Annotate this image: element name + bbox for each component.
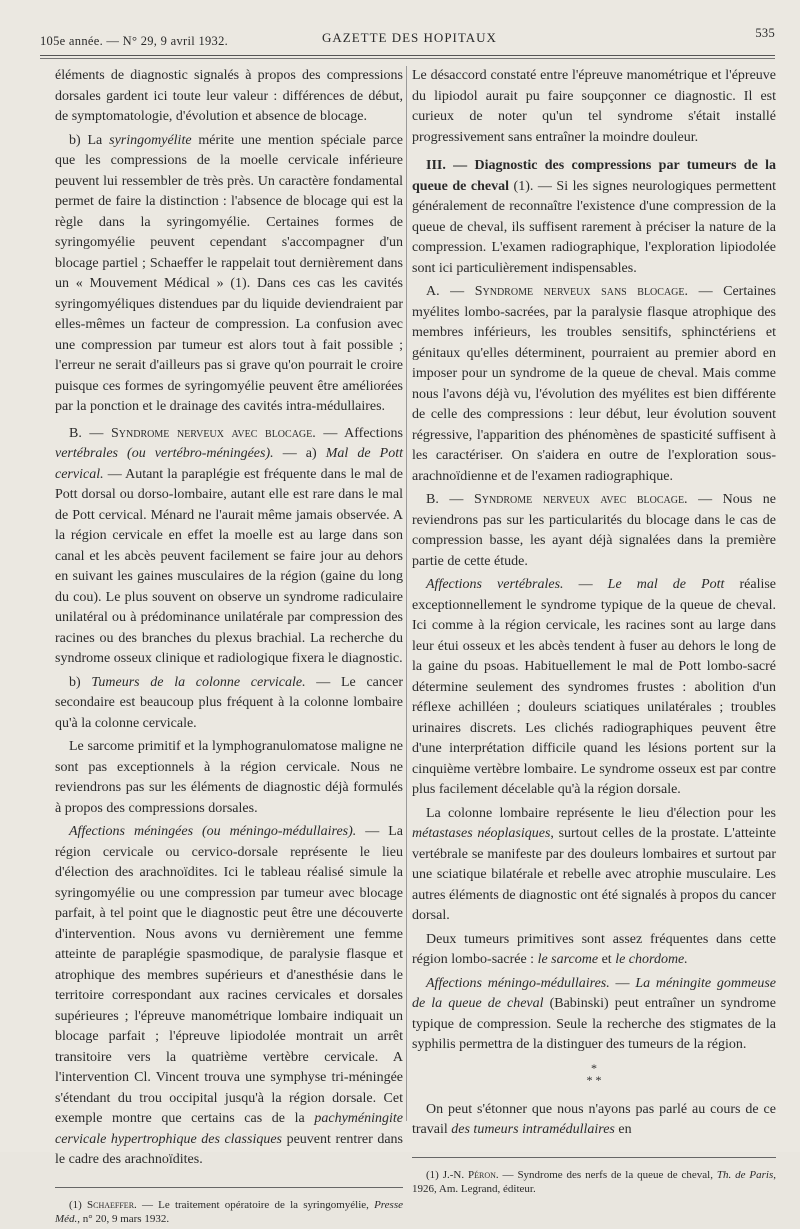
paragraph-section-b: B. — Syndrome nerveux avec blocage. — Affections vertébrales (ou vertébro-méningées). — a) Mal de Pott cervical. — Autant la paraplégie est fréquente dans le mal de Pott dorsal ou dorso-lombaire, autant elle est rare dans le mal de Pott cervical. Ménard ne l'aurait même jamais observée. A la région cervicale en effet la moelle est au large dans son canal et les abcès peuvent facilement se faire jour au dehors en suivant les gaines musculaires de la région (gaine du long du cou). Le plus souvent on observe un syndrome radiculaire unilatéral ou à prédominance unilatérale par compression des racines ou des branches du plexus brachial. La recherche du syndrome osseux clinique et radiologique fixera le diagnostic. (55, 425, 403, 666)
paragraph-colonne-lombaire: La colonne lombaire représente le lieu d'élection pour les métastases néoplasiques, surtout celles de la prostate. L'atteinte vertébrale se manifeste par des douleurs lombaires et surtout par une sciatique bilatérale et rebelle avec atrophie musculaire. Les autres éléments de diagnostic ont été signalés à propos du cancer dorsal. (412, 805, 777, 923)
journal-title: GAZETTE DES HOPITAUX (322, 30, 497, 45)
paragraph: On peut s'étonner que nous n'ayons pas parlé au cours de ce travail des tumeurs intramédullaires en (412, 1101, 776, 1137)
paragraph: Le sarcome primitif et la lymphogranulomatose maligne ne sont pas exceptionnels à la région cervicale. Nous ne reviendrons pas sur les éléments de diagnostic déjà formulés à propos des compressions dorsales. (55, 739, 403, 816)
page-number: 535 (755, 26, 775, 40)
paragraph-syringomyelie: b) La syringomyélite mérite une mention spéciale parce que les compressions de la moelle cervicale inférieure peuvent lui ressembler de très près. Un caractère fondamental permet de faire la distinction : l'absence de blocage qui est la règle dans la syringomyélie. Certaines formes de syringomyélie peuvent cependant s'accompagner d'un blocage partiel ; Schaeffer le rappelait tout dernièrement dans un « Mouvement Médical » (1). Dans ces cas les cavités syringomyéliques distendues par du liquide deviendraient par elles-mêmes un facteur de compression. La confusion avec une compression par tumeur est alors tout à fait possible ; l'erreur ne serait d'ailleurs pas si grave qu'on pourrait le croire puisque ces formes de syringomyélie peuvent être améliorées par la ponction et le drainage des cavités intra-médullaires. (55, 132, 403, 414)
footnote: (1) J.-N. Péron. — Syndrome des nerfs de la queue de cheval, Th. de Paris, 1926, Am. Legrand, éditeur. (412, 1168, 776, 1195)
footnote: (1) Schaeffer. — Le traitement opératoire de la syringomyélie, Presse Méd., n° 20, 9 mars 1932. (55, 1198, 403, 1225)
footnote-rule (412, 1157, 776, 1158)
column-divider (406, 66, 407, 1121)
right-column (412, 66, 776, 1199)
section-heading-III: III. — Diagnostic des compressions par tumeurs de la queue de cheval (1). — Si les signes neurologiques permettent généralement de reconnaître l'existence d'une compression de la queue de cheval, ils suffisent rarement à préciser la nature de la compression. L'examen radiographique, l'exploration lipiodolée sont ici particulièrement indispensables. (412, 158, 777, 276)
paragraph-affections-vertebrales: Affections vertébrales. — Le mal de Pott réalise exceptionnellement le syndrome typique de la queue de cheval. Ici comme à la région cervicale, les racines sont au large dans leur étui osseux et les abcès tendent à fuser au dehors le long de la gaine du psoas. Habituellement le mal de Pott lombo-sacré détermine seulement des syndromes frustes : abolition d'un réflexe achilléen ; douleurs sciatiques unilatérales ; troubles urinaires discrets. Les clichés radiographiques peuvent être d'une interprétation difficile quand les lésions portent sur la cinquième vertèbre lombaire. Le syndrome osseux est par contre plus facilement décelable qu'à la région dorsale. (412, 577, 777, 797)
page-header (40, 26, 775, 56)
paragraph-meningo-medullaires: Affections méningo-médullaires. — La méningite gommeuse de la queue de cheval (Babinski) peut entraîner un syndrome typique de compression. Seule la recherche des stigmates de la syphilis permettra de la distinguer des tumeurs de la région. (412, 975, 777, 1052)
footnote-rule (55, 1187, 403, 1188)
paragraph-avec-blocage: B. — Syndrome nerveux avec blocage. — Nous ne reviendrons pas sur les particularités du blocage dans le cas de compression basse, les ayant déjà signalées dans la première partie de cette étude. (412, 492, 776, 569)
paragraph-tumeurs-primitives: Deux tumeurs primitives sont assez fréquentes dans cette région lombo-sacrée : le sarcome et le chordome. (412, 931, 776, 967)
header-rule-thin (40, 58, 775, 59)
left-column (55, 66, 403, 1229)
section-separator: * * * (586, 1060, 602, 1087)
paragraph-sans-blocage: A. — Syndrome nerveux sans blocage. — Certaines myélites lombo-sacrées, par la paralysie flasque atrophique des membres inférieurs, les troubles sensitifs, sphinctériens et génitaux qu'elles déterminent, pourraient au premier abord en imposer pour un syndrome de la queue de cheval. Mais comme nous l'avons déjà vu, l'évolution des myélites est bien différente de celle des compressions : leur début, leur évolution souvent régressive, l'apparition des phénomènes de spasticité suffisent à les caractériser. On s'aidera en outre de l'exploration sous-arachnoïdienne et de l'examen radiographique. (412, 284, 776, 484)
header-rule (40, 55, 775, 56)
issue-info: 105e année. — N° 29, 9 avril 1932. (40, 34, 229, 48)
paragraph: éléments de diagnostic signalés à propos des compressions dorsales gardent ici toute leur valeur : différences de début, de symptomatologie, d'évolution et absence de blocage. (55, 68, 403, 124)
paragraph: Le désaccord constaté entre l'épreuve manométrique et l'épreuve du lipiodol aurait pu faire soupçonner ce diagnostic. Il est curieux de noter qu'un tel syndrome s'était installé progressivement sans entraîner la moindre douleur. (412, 68, 776, 145)
paragraph-tumeurs-cervicales: b) Tumeurs de la colonne cervicale. — Le cancer secondaire est beaucoup plus fréquent à la colonne lombaire qu'à la colonne cervicale. (55, 674, 403, 731)
paragraph-affections-meningees: Affections méningées (ou méningo-médullaires). — La région cervicale ou cervico-dorsale représente le lieu d'élection des arachnoïdites. Ici le tableau réalisé simule la syringomyélie ou une compression par tumeur avec blocage parfait, à tel point que le diagnostic peut être une découverte d'intervention. Nous avons vu dernièrement une femme atteinte de paraplégie spasmodique, de paralysie flasque et atrophique des membres supérieurs et d'anesthésie dans le territoire correspondant aux racines cervicales et dorsales supérieures ; l'épreuve manométrique lombaire indiquait un blocage parfait ; l'épreuve lipiodolée montrait un arrêt transitoire vers la quatrième vertèbre cervicale. A l'intervention Cl. Vincent trouva une symphyse tri-méningée s'étendant du trou occipital jusqu'à la région dorsale. Cet exemple montre que certains cas de la pachyméningite cervicale hypertrophique des classiques peuvent rentrer dans le cadre des arachnoïdites. (55, 824, 403, 1167)
